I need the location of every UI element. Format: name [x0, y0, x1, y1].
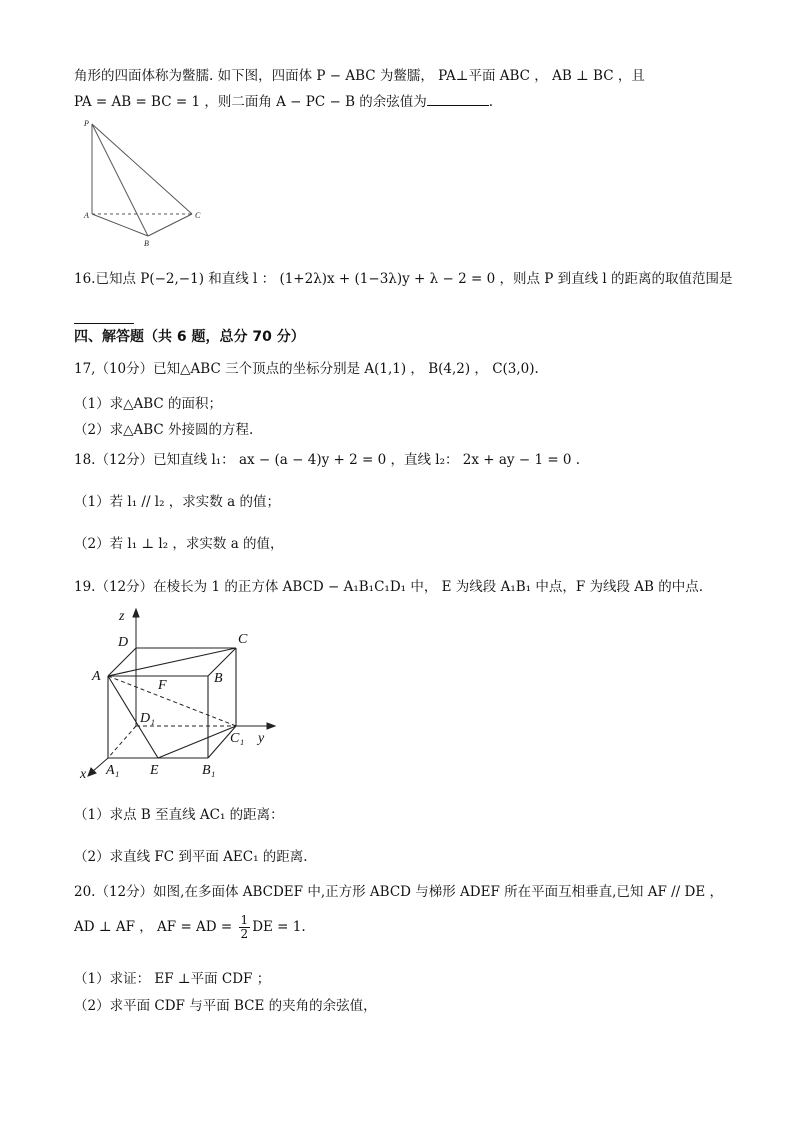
q15-line-2: [74, 90, 493, 110]
q19-part-2: （2）求直线 FC 到平面 AEC₁ 的距离.: [74, 849, 308, 865]
q15-line-2-text: PA = AB = BC = 1 ，则二面角 A − PC − B 的余弦值为: [74, 94, 427, 110]
label-D: D: [118, 635, 129, 650]
q17-stem: 17,（10分）已知△ABC 三个顶点的坐标分别是 A(1,1) ， B(4,2) ， C(3,0).: [74, 361, 539, 377]
q17-part-1: （1）求△ABC 的面积；: [74, 396, 223, 412]
q20-stem-line-2-post: DE = 1.: [252, 919, 306, 935]
z-arrow-icon: [133, 609, 139, 617]
cube-figure: [76, 606, 286, 782]
edge-AB: [92, 214, 148, 236]
label-x: x: [80, 767, 87, 782]
label-F: F: [158, 678, 167, 693]
label-P: P: [84, 119, 89, 128]
label-A1: A₁: [106, 763, 120, 778]
y-arrow-icon: [267, 723, 275, 729]
label-B1: B₁: [202, 763, 216, 778]
label-C1: C₁: [230, 731, 245, 746]
fraction-numerator: 1: [240, 913, 249, 927]
q15-line-2-end: .: [488, 94, 494, 110]
label-A: A: [92, 669, 101, 684]
q19-part-1: （1）求点 B 至直线 AC₁ 的距离：: [74, 807, 284, 823]
label-B: B: [214, 671, 223, 686]
label-B: B: [144, 239, 149, 248]
edge-D1A1: [108, 726, 136, 758]
label-z: z: [119, 609, 125, 624]
q20-stem-line-2: [74, 914, 306, 941]
q18-part-1: （1）若 l₁ // l₂ ，求实数 a 的值；: [74, 494, 280, 510]
label-C: C: [195, 211, 201, 220]
fraction-one-half: [239, 914, 251, 941]
answer-blank: [427, 93, 489, 106]
q15-line-1: 角形的四面体称为鳖臑. 如下图，四面体 P − ABC 为鳖臑， PA⊥平面 ABC ， AB ⊥ BC ，且: [74, 68, 645, 84]
q20-stem-line-1: 20.（12分）如图,在多面体 ABCDEF 中,正方形 ABCD 与梯形 ADEF 所在平面互相垂直,已知 AF // DE ，: [74, 884, 723, 900]
section-heading: 四、解答题（共 6 题，总分 70 分）: [74, 329, 305, 345]
tetrahedron-figure: [80, 116, 210, 250]
q20-stem-line-2-pre: AD ⊥ AF ， AF = AD =: [74, 919, 233, 935]
label-C: C: [238, 632, 248, 647]
q20-part-1: （1）求证： EF ⊥平面 CDF ；: [74, 971, 271, 987]
q20-part-2: （2）求平面 CDF 与平面 BCE 的夹角的余弦值，: [74, 998, 377, 1014]
edge-PB: [92, 124, 148, 236]
label-y: y: [258, 731, 265, 746]
edge-AD: [108, 648, 136, 676]
q16-line-1: 16.已知点 P(−2,−1) 和直线 l ： (1+2λ)x + (1−3λ)y + λ − 2 = 0 ，则点 P 到直线 l 的距离的取值范围是: [74, 271, 733, 287]
line-EC1: [158, 726, 236, 758]
fraction-denominator: 2: [240, 927, 249, 941]
q19-stem: 19.（12分）在棱长为 1 的正方体 ABCD − A₁B₁C₁D₁ 中， E 为线段 A₁B₁ 中点，F 为线段 AB 的中点.: [74, 579, 704, 595]
q18-part-2: （2）若 l₁ ⊥ l₂ ，求实数 a 的值，: [74, 536, 284, 552]
label-A: A: [84, 211, 89, 220]
edge-BC: [148, 214, 192, 236]
q17-part-2: （2）求△ABC 外接圆的方程.: [74, 422, 254, 438]
edge-PC: [92, 124, 192, 214]
label-E: E: [150, 763, 159, 778]
label-D1: D₁: [140, 711, 155, 726]
q18-stem: 18.（12分）已知直线 l₁： ax − (a − 4)y + 2 = 0 ，直线 l₂： 2x + ay − 1 = 0 .: [74, 452, 581, 468]
